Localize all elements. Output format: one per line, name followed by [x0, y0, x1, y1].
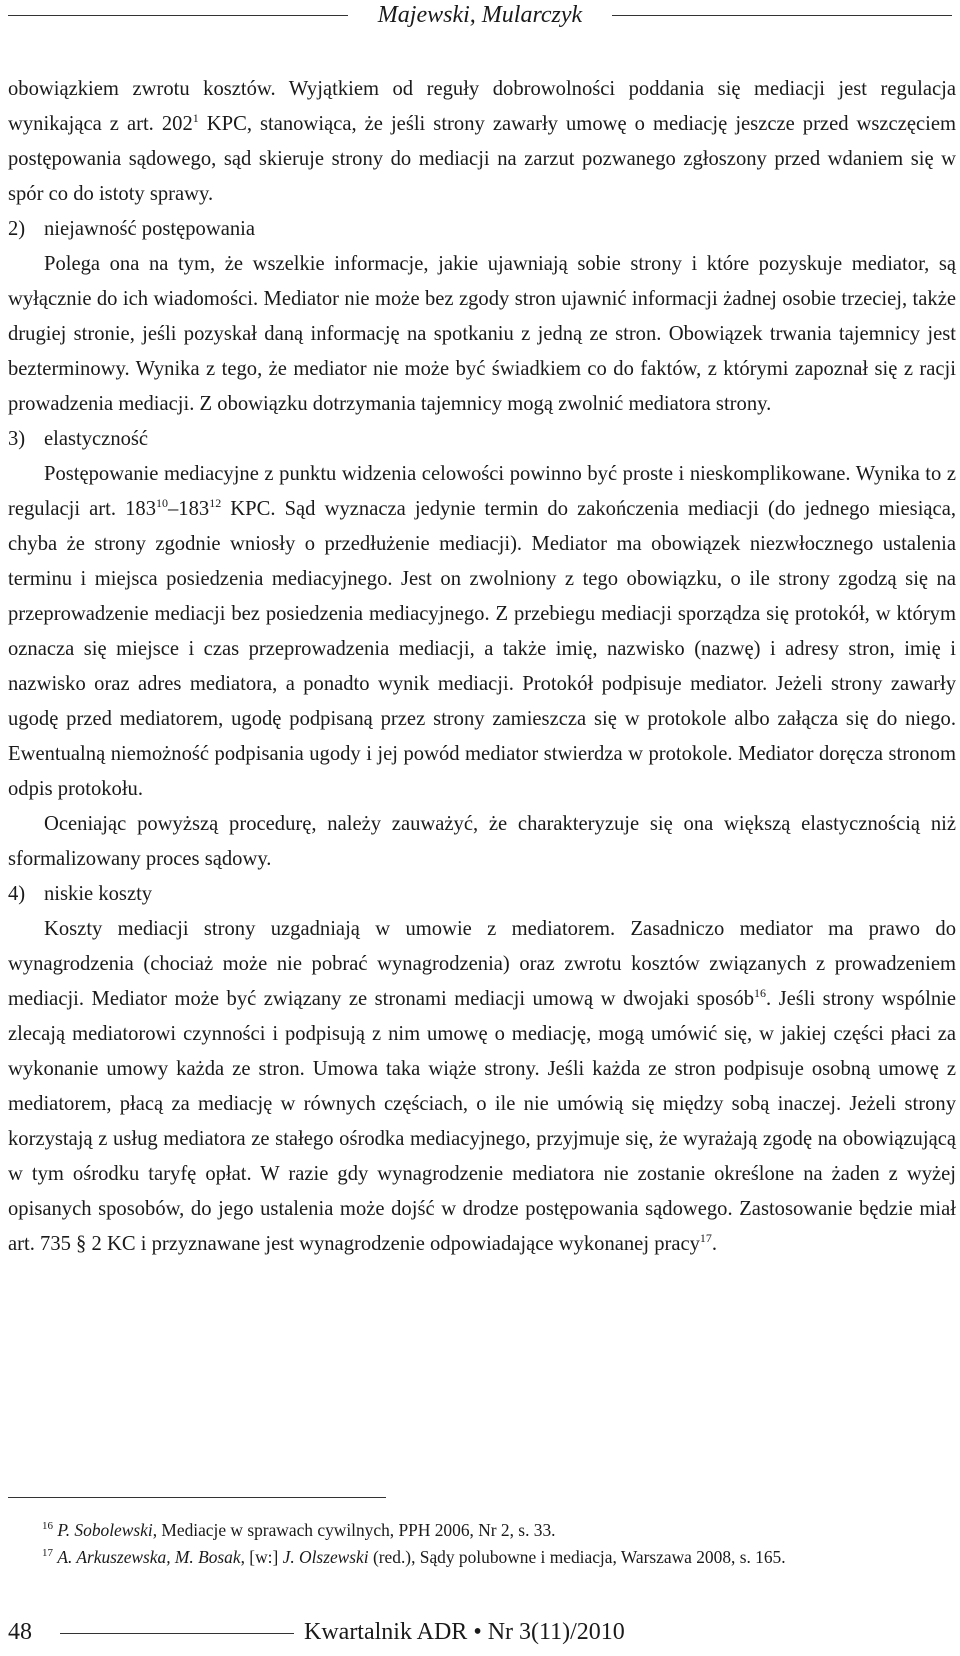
footnotes — [8, 1517, 956, 1571]
superscript: 10 — [156, 496, 168, 511]
list-number: 2) — [8, 218, 26, 240]
paragraph-mediation-voluntariness: obowiązkiem zwrotu kosztów. Wyjątkiem od reguły dobrowolności poddania się mediacji jest regulacja wynikająca z art. $202^1$ KPC, stanowiąca, że jeśli strony zawarły umowę o mediację jeszcze przed wszczęciem postępowania sądowego, sąd skieruje strony do mediacji na zarzut pozwanego zgłoszony przed wdaniem się w spór co do istoty sprawy. — [8, 78, 956, 205]
running-header — [0, 0, 960, 34]
list-item-title: niskie koszty — [44, 883, 153, 905]
page-number: 48 — [8, 1619, 32, 1645]
running-title: Majewski, Mularczyk — [377, 2, 583, 28]
list-number: 3) — [8, 428, 26, 450]
list-item-2 — [8, 212, 956, 247]
paragraph-confidentiality: Polega ona na tym, że wszelkie informacje, jakie ujawniają sobie strony i które pozyskuje mediator, są wyłącznie do ich wiadomości. Mediator nie może bez zgody stron ujawnić informacji żadnej osobie trzeciej, także drugiej stronie, jeśli pozyskał daną informację na spotkaniu z jedną ze stron. Obowiązek trwania tajemnicy jest bezterminowy. Wynika z tego, że mediator nie może być świadkiem co do faktów, z którymi zapoznał się z racji prowadzenia mediacji. Z obowiązku dotrzymania tajemnicy mogą zwolnić mediatora strony. — [8, 253, 956, 415]
journal-title: Kwartalnik ADR • Nr 3(11)/2010 — [304, 1619, 625, 1645]
superscript: 1 — [192, 111, 199, 126]
list-item-title: niejawność postępowania — [44, 218, 256, 240]
footnote-separator — [8, 1497, 386, 1498]
main-text — [8, 72, 956, 1262]
header-rule-left — [8, 15, 348, 16]
list-item-4 — [8, 877, 956, 912]
footnote-17: $^{17}$ A. Arkuszewska, M. Bosak, [w:] J. Olszewski (red.), Sądy polubowne i mediacja, Warszawa 2008, s. 165. — [42, 1547, 786, 1567]
footnote-ref-17[interactable]: 17 — [699, 1231, 712, 1246]
page-footer — [0, 1616, 960, 1650]
superscript: 12 — [209, 496, 222, 511]
list-item-title: elastyczność — [44, 428, 149, 450]
list-item-3 — [8, 422, 956, 457]
paragraph-procedure-assessment: Oceniając powyższą procedurę, należy zauważyć, że charakteryzuje się ona większą elastycznością niż sformalizowany proces sądowy. — [8, 813, 956, 870]
footnote-ref-16[interactable]: 16 — [754, 986, 766, 1001]
list-number: 4) — [8, 883, 26, 905]
header-rule-right — [612, 15, 952, 16]
paragraph-low-costs: Koszty mediacji strony uzgadniają w umowie z mediatorem. Zasadniczo mediator ma prawo do wynagrodzenia (chociaż może nie pobrać wynagrodzenia) oraz zwrotu kosztów związanych z prowadzeniem mediacji. Mediator może być związany ze stronami mediacji umową w dwojaki sposób$^{16}$. Jeśli strony wspólnie zlecają mediatorowi czynności i podpisują z nim umowę o mediację, mogą umówić się, w jakiej części płaci za wykonanie umowy każda ze stron. Umowa taka wiąże strony. Jeśli każda ze stron podpisuje osobną umowę z mediatorem, płacą za mediację w równych częściach, o ile nie umówią się między sobą inaczej. Jeżeli strony korzystają z usług mediatora ze stałego ośrodka mediacyjnego, przyjmuje się, że wyrażają zgodę na obowiązującą w tym ośrodku taryfę opłat. W razie gdy wynagrodzenie mediatora nie zostanie określone na żaden z wyżej opisanych sposobów, do jego ustalenia może dojść w drodze postępowania sądowego. Zastosowanie będzie miał art. 735 § 2 KC i przyznawane jest wynagrodzenie odpowiadające wykonanej pracy$^{17}$. — [8, 918, 956, 1255]
footer-rule — [60, 1633, 294, 1634]
paragraph-flexibility: Postępowanie mediacyjne z punktu widzenia celowości powinno być proste i nieskomplikowane. Wynika to z regulacji art. $183^{10}-183^{12}$ KPC. Sąd wyznacza jedynie termin do zakończenia mediacji (do jednego miesiąca, chyba że strony zgodnie wniosły o przedłużenie mediacji). Mediator ma obowiązek niezwłocznego ustalenia terminu i miejsca posiedzenia mediacyjnego. Jest on zwolniony z tego obowiązku, o ile strony zgodzą się na przeprowadzenie mediacji bez posiedzenia mediacyjnego. Z przebiegu mediacji sporządza się protokół, w którym oznacza się miejsce i czas przeprowadzenia mediacji, a także imię, nazwisko (nazwę) i adresy stron, imię i nazwisko oraz adres mediatora, a ponadto wynik mediacji. Protokół podpisuje mediator. Jeżeli strony zawarły ugodę przed mediatorem, ugodę podpisaną przez strony zamieszcza się w protokole albo załącza się do niego. Ewentualną niemożność podpisania ugody i jej powód mediator stwierdza w protokole. Mediator doręcza stronom odpis protokołu. — [8, 463, 956, 800]
footnote-16: $^{16}$ P. Sobolewski, Mediacje w sprawach cywilnych, PPH 2006, Nr 2, s. 33. — [42, 1520, 556, 1540]
